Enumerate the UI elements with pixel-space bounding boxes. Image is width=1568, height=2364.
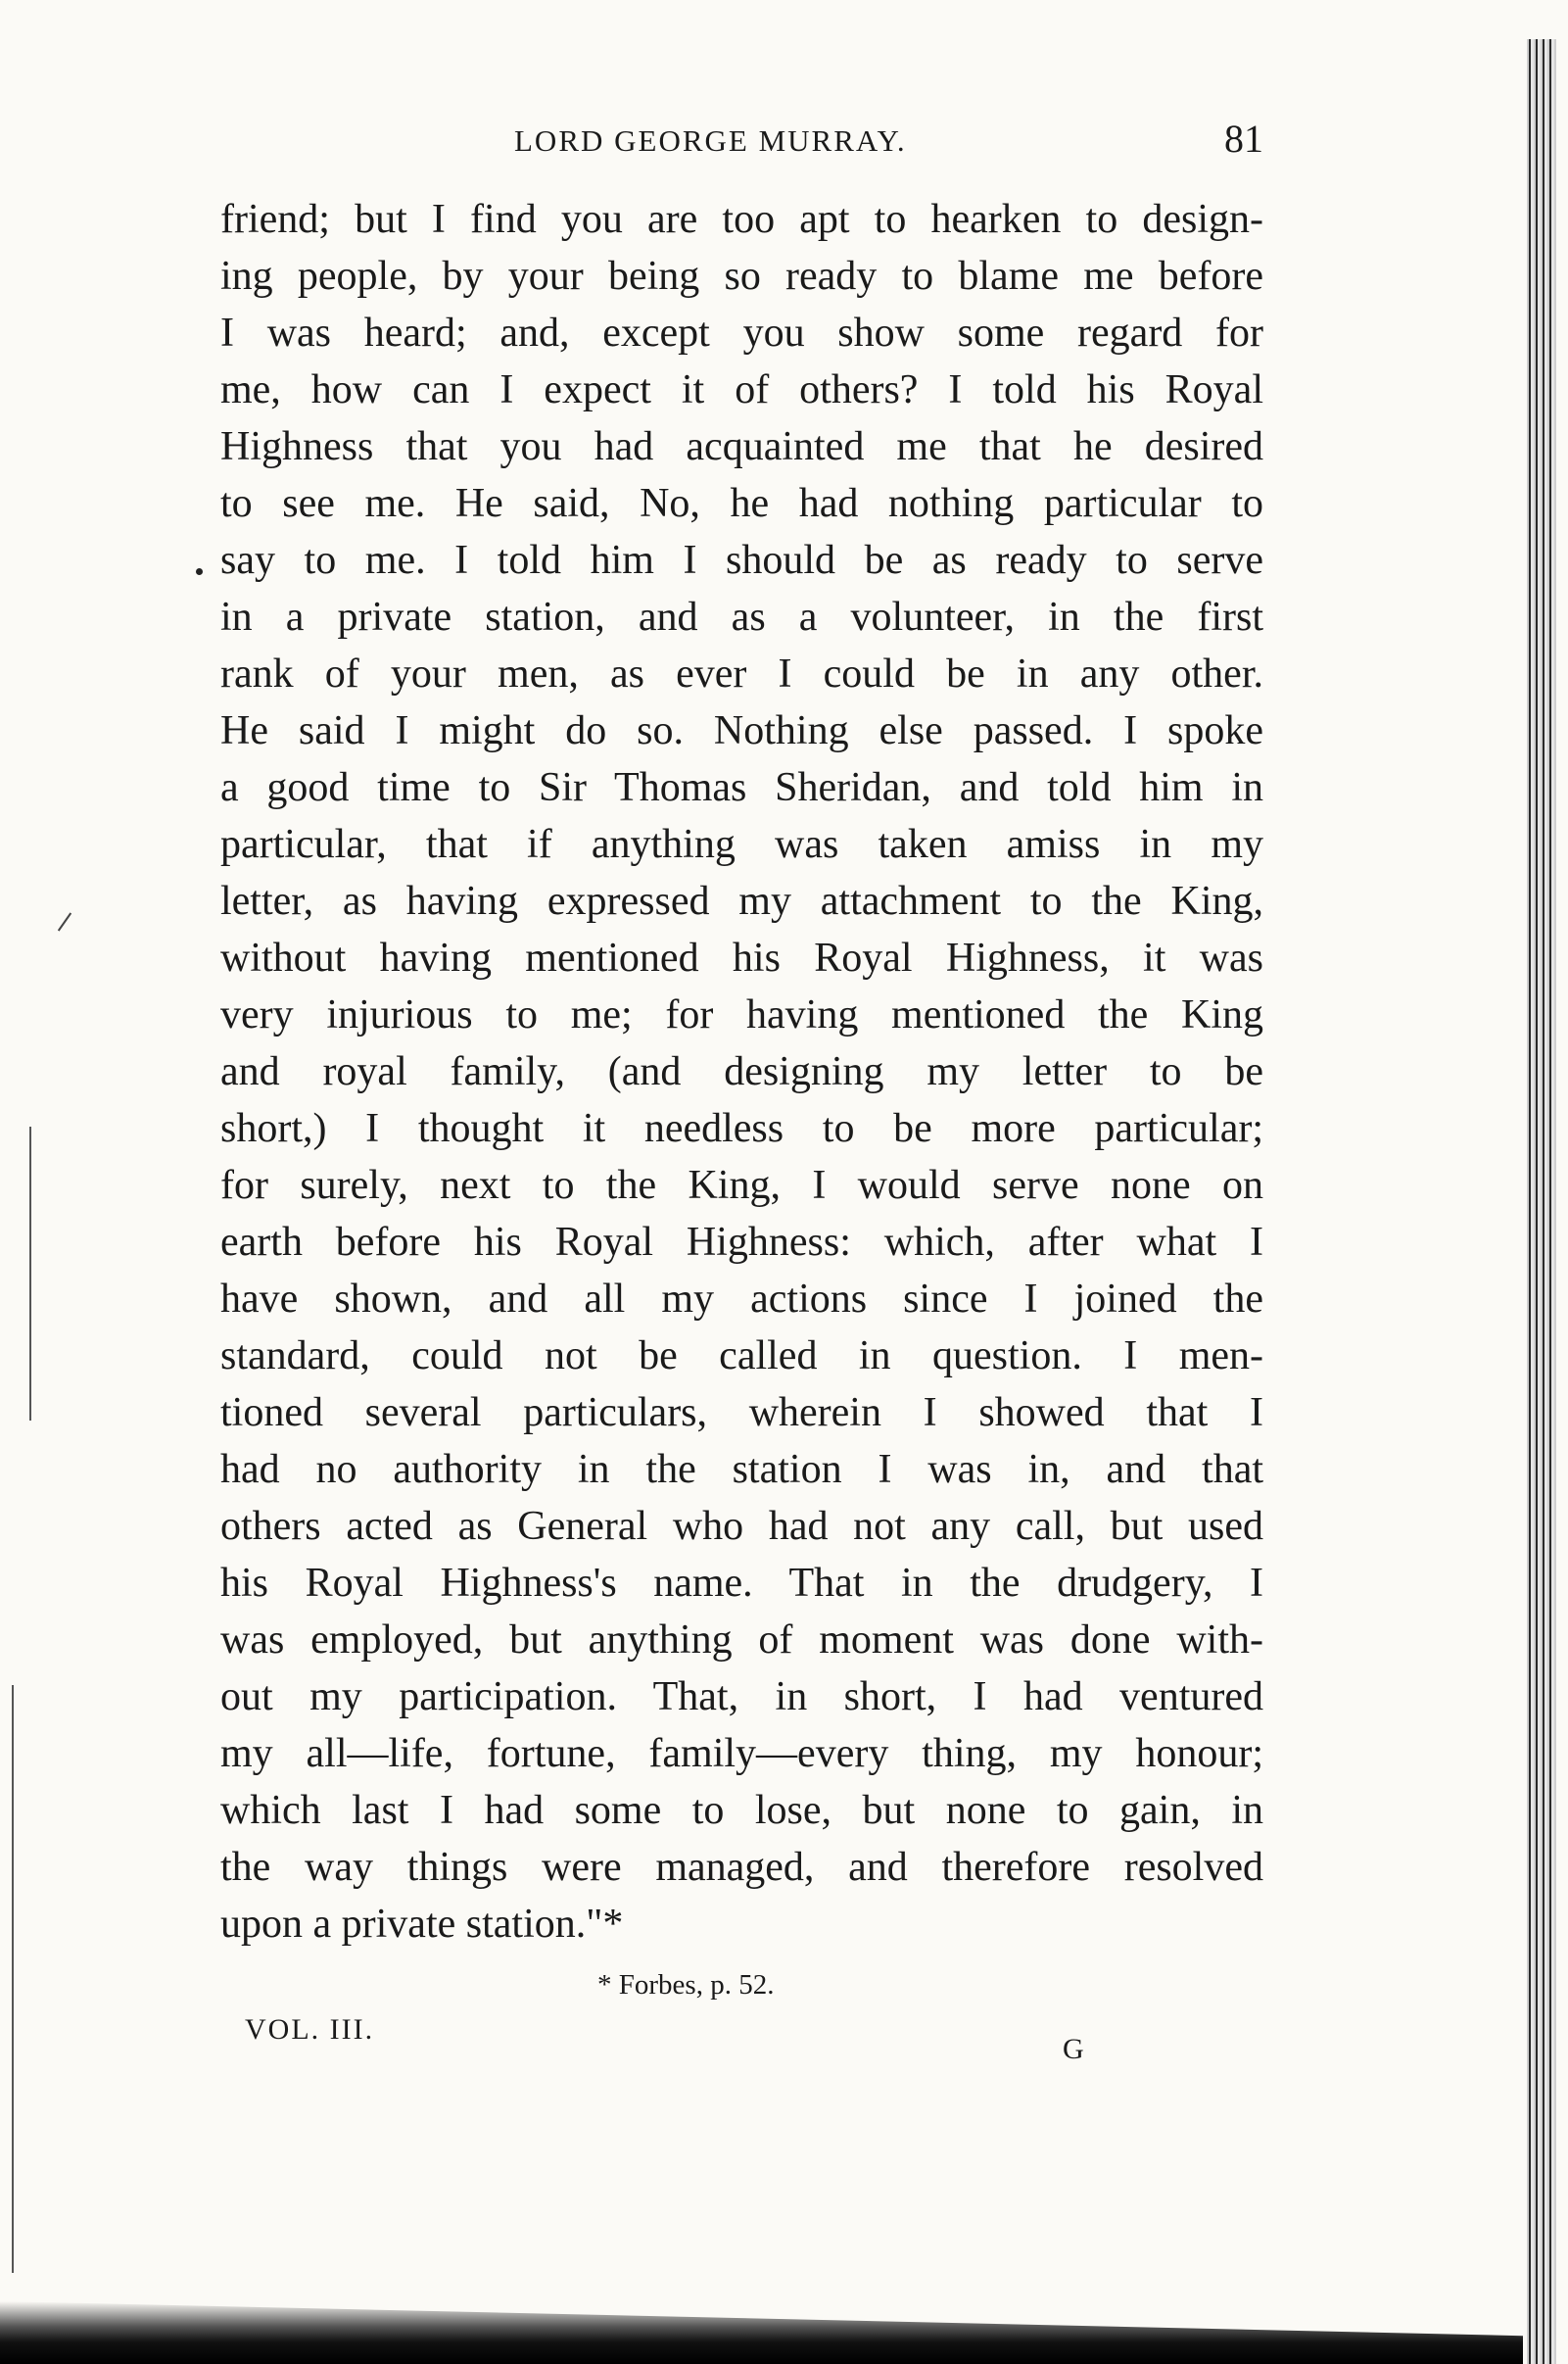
text-line: his Royal Highness's name. That in the drudgery, I <box>220 1561 1263 1606</box>
running-title: LORD GEORGE MURRAY. <box>514 123 907 158</box>
text-line: me, how can I expect it of others? I told his Royal <box>220 367 1263 412</box>
text-line: to see me. He said, No, he had nothing particular to <box>220 481 1263 526</box>
left-margin-line <box>29 1127 31 1421</box>
page-bottom-edge <box>0 2301 1523 2364</box>
margin-pencil-mark <box>58 912 71 931</box>
text-line: He said I might do so. Nothing else passed. I spoke <box>220 708 1263 753</box>
text-line: a good time to Sir Thomas Sheridan, and told him in <box>220 765 1263 810</box>
text-line: and royal family, (and designing my letter to be <box>220 1049 1263 1094</box>
text-line: tioned several particulars, wherein I showed that I <box>220 1390 1263 1435</box>
text-line: I was heard; and, except you show some regard for <box>220 311 1263 356</box>
text-line: had no authority in the station I was in, and that <box>220 1447 1263 1492</box>
text-line: letter, as having expressed my attachment to the King, <box>220 879 1263 924</box>
text-line: have shown, and all my actions since I joined the <box>220 1277 1263 1322</box>
body-text <box>220 191 1263 1953</box>
page-right-edge <box>1527 39 1556 2364</box>
text-line: friend; but I find you are too apt to hearken to design- <box>220 197 1263 242</box>
gathering-mark: G <box>1063 2033 1084 2065</box>
page-number: 81 <box>1224 117 1263 161</box>
text-line: standard, could not be called in question. I men- <box>220 1333 1263 1378</box>
text-line: very injurious to me; for having mentioned the King <box>220 992 1263 1037</box>
text-line: my all—life, fortune, family—every thing, my honour; <box>220 1731 1263 1776</box>
text-line: short,) I thought it needless to be more particular; <box>220 1106 1263 1151</box>
text-line: say to me. I told him I should be as ready to serve <box>220 538 1263 583</box>
text-line: others acted as General who had not any call, but used <box>220 1504 1263 1549</box>
text-line: for surely, next to the King, I would serve none on <box>220 1163 1263 1208</box>
text-line: the way things were managed, and therefore resolved <box>220 1845 1263 1890</box>
left-margin-line <box>12 1685 14 2273</box>
volume-signature: VOL. III. <box>245 2013 375 2046</box>
margin-dot <box>196 568 203 575</box>
text-line: rank of your men, as ever I could be in any other. <box>220 651 1263 697</box>
text-line: upon a private station."* <box>220 1902 624 1947</box>
footnote: * Forbes, p. 52. <box>597 1969 775 2001</box>
running-head <box>225 116 1263 174</box>
text-line: in a private station, and as a volunteer, in the first <box>220 595 1263 640</box>
text-line: out my participation. That, in short, I had ventured <box>220 1674 1263 1719</box>
text-line: earth before his Royal Highness: which, after what I <box>220 1220 1263 1265</box>
text-line: which last I had some to lose, but none to gain, in <box>220 1788 1263 1833</box>
text-line: Highness that you had acquainted me that he desired <box>220 424 1263 469</box>
text-line: without having mentioned his Royal Highness, it was <box>220 936 1263 981</box>
text-line: particular, that if anything was taken amiss in my <box>220 822 1263 867</box>
text-line: ing people, by your being so ready to blame me before <box>220 254 1263 299</box>
text-line: was employed, but anything of moment was done with- <box>220 1617 1263 1663</box>
